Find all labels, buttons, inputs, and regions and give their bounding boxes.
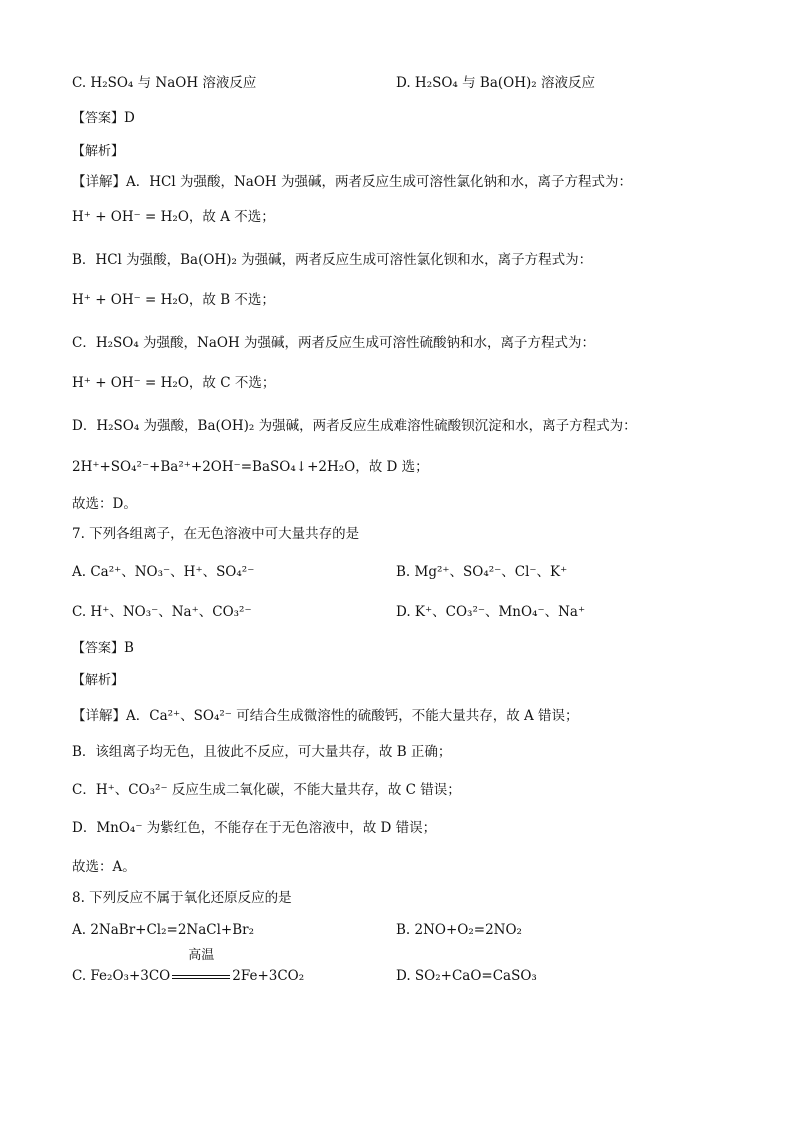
q8-option-c <box>72 948 305 986</box>
q7-detail-c: C．H⁺、CO₃²⁻ 反应生成二氧化碳，不能大量共存，故 C 错误； <box>72 782 461 798</box>
q6-equation-d: 2H⁺+SO₄²⁻+Ba²⁺+2OH⁻=BaSO₄↓+2H₂O，故 D 选； <box>72 459 429 475</box>
q7-conclusion: 故选：A。 <box>72 859 136 875</box>
q6-analysis-heading: 【解析】 <box>72 144 125 159</box>
q7-detail-b: B．该组离子均无色，且彼此不反应，可大量共存，故 B 正确； <box>72 744 452 760</box>
q6-answer <box>72 108 135 129</box>
q6-conclusion: 故选：D。 <box>72 496 137 512</box>
q7-stem: 7. 下列各组离子，在无色溶液中可大量共存的是 <box>72 526 360 542</box>
q8-option-c-products: 2Fe+3CO₂ <box>232 968 305 984</box>
condition-label: 高温 <box>188 948 215 963</box>
reaction-condition <box>170 948 232 986</box>
q7-option-b: B. Mg²⁺、SO₄²⁻、Cl⁻、K⁺ <box>396 564 568 580</box>
q6-detail-c: C．H₂SO₄ 为强酸，NaOH 为强碱，两者反应生成可溶性硫酸钠和水，离子方程式为： <box>72 335 596 351</box>
q7-option-c: C. H⁺、NO₃⁻、Na⁺、CO₃²⁻ <box>72 604 252 620</box>
q6-equation-a: H⁺ + OH⁻ = H₂O，故 A 不选； <box>72 209 275 225</box>
q6-equation-b: H⁺ + OH⁻ = H₂O，故 B 不选； <box>72 292 275 308</box>
answer-value: D <box>124 110 135 126</box>
answer-tag: 【答案】 <box>72 641 125 656</box>
q7-answer <box>72 638 134 659</box>
equals-sign-icon <box>172 975 230 979</box>
q8-option-a: A. 2NaBr+Cl₂=2NaCl+Br₂ <box>72 922 255 938</box>
q8-stem: 8. 下列反应不属于氧化还原反应的是 <box>72 890 292 906</box>
q7-analysis-heading: 【解析】 <box>72 673 125 688</box>
answer-value: B <box>124 640 134 656</box>
q6-detail-d: D．H₂SO₄ 为强酸，Ba(OH)₂ 为强碱，两者反应生成难溶性硫酸钡沉淀和水，离子方程式为： <box>72 418 637 434</box>
q6-detail-a: 【详解】A．HCl 为强酸，NaOH 为强碱，两者反应生成可溶性氯化钠和水，离子方程式为： <box>72 174 632 190</box>
q6-detail-b: B．HCl 为强酸，Ba(OH)₂ 为强碱，两者反应生成可溶性氯化钡和水，离子方程式为： <box>72 252 593 268</box>
q6-equation-c: H⁺ + OH⁻ = H₂O，故 C 不选； <box>72 375 276 391</box>
q6-option-d: D. H₂SO₄ 与 Ba(OH)₂ 溶液反应 <box>396 75 595 91</box>
q8-option-d: D. SO₂+CaO=CaSO₃ <box>396 968 537 984</box>
q8-option-c-reactants: C. Fe₂O₃+3CO <box>72 968 171 984</box>
answer-tag: 【答案】 <box>72 111 125 126</box>
q7-option-a: A. Ca²⁺、NO₃⁻、H⁺、SO₄²⁻ <box>72 564 255 580</box>
q6-option-c: C. H₂SO₄ 与 NaOH 溶液反应 <box>72 75 257 91</box>
q7-detail-d: D．MnO₄⁻ 为紫红色，不能存在于无色溶液中，故 D 错误； <box>72 820 437 836</box>
q8-option-b: B. 2NO+O₂=2NO₂ <box>396 922 522 938</box>
q7-option-d: D. K⁺、CO₃²⁻、MnO₄⁻、Na⁺ <box>396 604 586 620</box>
q7-detail-a: 【详解】A．Ca²⁺、SO₄²⁻ 可结合生成微溶性的硫酸钙，不能大量共存，故 A 错误； <box>72 708 579 724</box>
